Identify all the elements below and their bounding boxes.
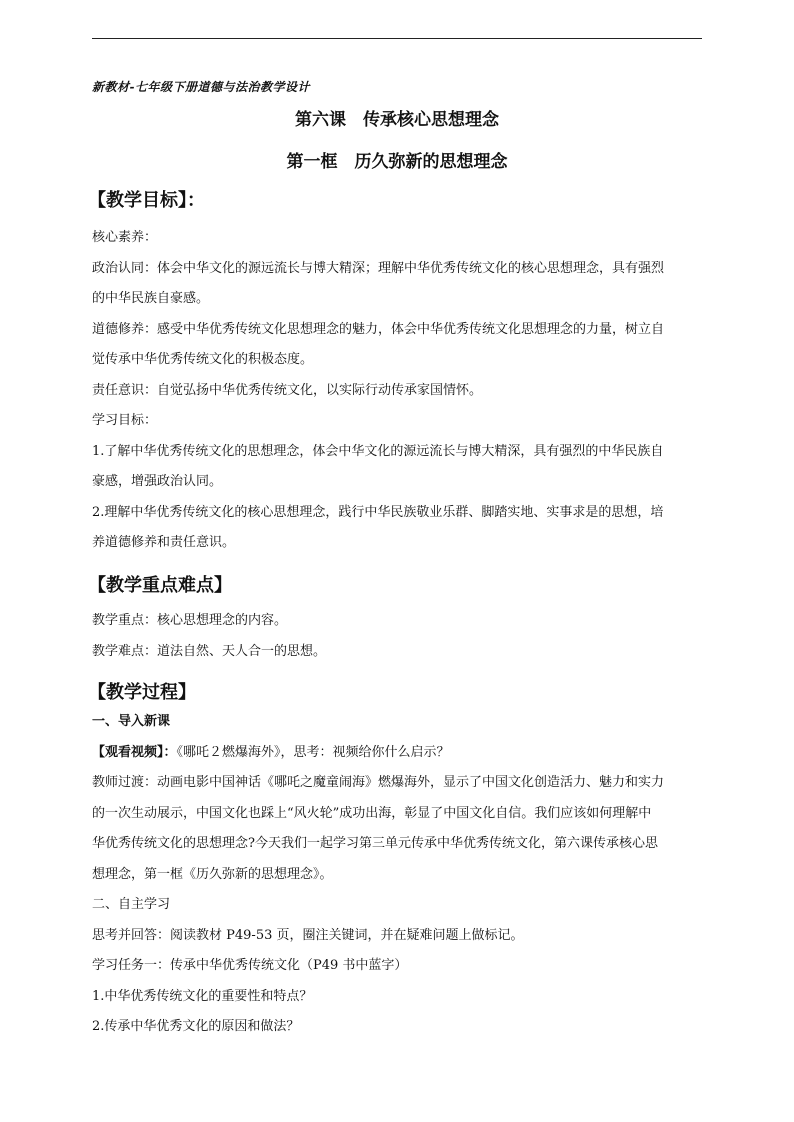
lesson-title: 第六课 传承核心思想理念 — [295, 110, 499, 130]
text-line: 教学难点：道法自然、天人合一的思想。 — [92, 643, 327, 659]
text-line: 2.理解中华优秀传统文化的核心思想理念，践行中华民族敬业乐群、脚踏实地、实事求是的思想，培 — [92, 504, 664, 520]
text-line: 政治认同：体会中华文化的源远流长与博大精深；理解中华优秀传统文化的核心思想理念，具有强烈 — [92, 260, 665, 276]
text-line: 的一次生动展示，中国文化也踩上“风火轮”成功出海，彰显了中国文化自信。我们应该如何理解中 — [92, 805, 652, 821]
section-heading-key-points: 【教学重点难点】 — [88, 575, 232, 596]
text-line: 的中华民族自豪感。 — [92, 291, 210, 306]
text-line: 豪感，增强政治认同。 — [92, 474, 223, 489]
video-text: 《哪吒２燃爆海外》，思考：视频给你什么启示？ — [176, 744, 450, 760]
text-line: 教师过渡：动画电影中国神话《哪吒之魔童闹海》燃爆海外，显示了中国文化创造活力、魅力和实力 — [92, 775, 665, 790]
text-line: 华优秀传统文化的思想理念?今天我们一起学习第三单元传承中华优秀传统文化，第六课传承核心思 — [92, 836, 658, 851]
text-line: 思考并回答：阅读教材 P49-53 页，圈注关键词，并在疑难问题上做标记。 — [92, 927, 524, 943]
text-line: 觉传承中华优秀传统文化的积极态度。 — [92, 352, 314, 367]
text-line: 教学重点：核心思想理念的内容。 — [92, 613, 288, 628]
section-heading-process: 【教学过程】 — [88, 682, 196, 703]
text-line: 核心素养： — [92, 230, 158, 245]
text-line: 想理念，第一框《历久弥新的思想理念》。 — [92, 866, 333, 882]
process-body — [92, 707, 704, 1043]
text-line: 学习任务一：传承中华优秀传统文化（P49 书中蓝字） — [92, 958, 408, 973]
key-points-body — [92, 606, 704, 667]
header-rule — [92, 38, 702, 39]
text-line: 学习目标： — [92, 413, 158, 428]
video-line — [92, 738, 704, 769]
text-line: 道德修养：感受中华优秀传统文化思想理念的魅力，体会中华优秀传统文化思想理念的力量，树立自 — [92, 321, 665, 337]
document-header-label: 新教材-七年级下册道德与法治教学设计 — [92, 80, 310, 94]
goals-body — [92, 223, 704, 559]
section-heading-goals: 【教学目标】： — [88, 190, 205, 211]
subheading-intro: 一、导入新课 — [92, 714, 171, 729]
video-label: 【观看视频】： — [92, 744, 177, 760]
text-line: 2.传承中华优秀文化的原因和做法？ — [92, 1019, 300, 1034]
frame-title: 第一框 历久弥新的思想理念 — [286, 152, 508, 172]
text-line: 养道德修养和责任意识。 — [92, 535, 236, 550]
subheading-self-study: 二、自主学习 — [92, 897, 171, 912]
text-line: 1.中华优秀传统文化的重要性和特点？ — [92, 988, 313, 1004]
text-line: 责任意识：自觉弘扬中华优秀传统文化，以实际行动传承家国情怀。 — [92, 382, 483, 398]
text-line: 1.了解中华优秀传统文化的思想理念，体会中华文化的源远流长与博大精深，具有强烈的中华民族自 — [92, 443, 664, 459]
